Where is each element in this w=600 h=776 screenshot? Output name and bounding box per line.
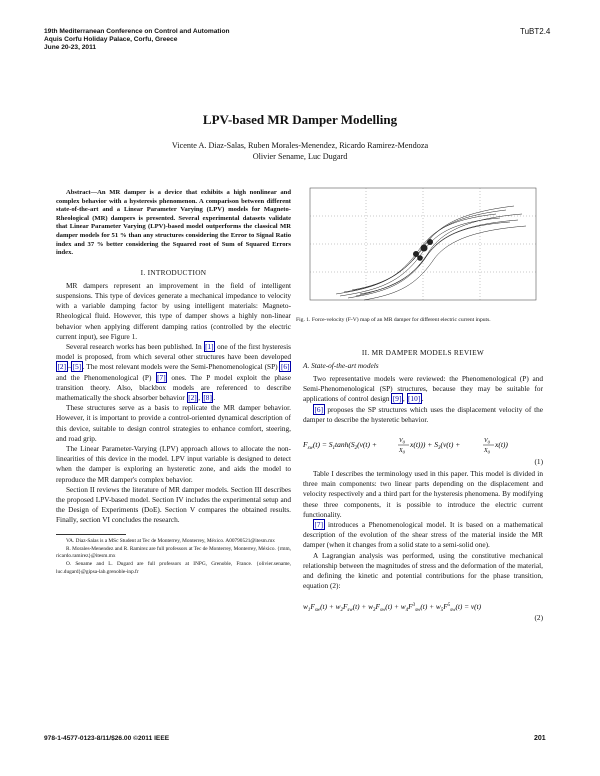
section-2-paragraph-3: Table I describes the terminology used in this paper. This model is divided in three main components: two linear parts depending on the displacement and velocity respectively and a third part for the hysteresis phenomena. By modifying these three components, it is possible to introduce the electric current functionality.: [303, 469, 543, 519]
footnote-1: VA. Diaz-Salas is a MSc Student at Tec de Monterrey, Monterrey, México. A00790521@itesm.mx: [66, 538, 275, 545]
isbn-line: 978-1-4577-0123-8/11/$26.00 ©2011 IEEE: [44, 735, 170, 742]
footnotes: [56, 538, 291, 576]
svg-text:x(t)): x(t)): [495, 440, 508, 450]
equation-1-number: (1): [534, 457, 543, 467]
intro-paragraph-4: The Linear Parameter-Varying (LPV) approach allows to allocate the non-linearities of this device in the model. LPV input variable is designed to detect when the damper is exploring an hysteretic zone, and aids the model to reproduce the MR damper's complex behavior.: [56, 444, 291, 484]
intro-paragraph-5: Section II reviews the literature of MR damper models. Section III describes the proposed LPV-based model. Section IV includes the experimental setup and the Design of Experiments (DoE). Section V compares the obtained results. Finally, section VI concludes the research.: [56, 484, 291, 525]
conference-venue: Aquis Corfu Holiday Palace, Corfu, Greece: [44, 36, 178, 43]
svg-text:Fsw(t) = S1tanh(S2(v(t) +: $F_{sw}(t) = S_1\tanh(S_2(v(t)$ +: [303, 440, 377, 452]
section-2-paragraph-1: Two representative models were reviewed: the Phenomenological (P) and Semi-Phenomenological (SP) structures, because they may be suitable for applications of control design [9] , [10] .: [303, 374, 543, 404]
svg-text:w1Fsw(t) + w2Fsw(t) + w3Fsw(t): $w_1F_{sw}(t) + w_2F_{sw}(t) + w_3F_{sw}(t) + w_4F^3_{sw}(t) + w_5F^5_{sw}(t) = v(t)$: [303, 602, 482, 614]
figure-1: [296, 184, 542, 323]
intro-paragraph-2: Several research works has been published. In [1] one of the first hysteresis model is proposed, from which several other structures have been developed [2] – [5] . The most relevant models were the Semi-Phenomenological (SP) [6] and the Phenomenological (P) [7] ones. The P model exploit the phase transition theory. Also, blackbox models are referenced to describe mathematically the shock absorber behavior [2] , [8] .: [56, 341, 291, 402]
intro-paragraph-1: MR dampers represent an improvement in the field of intelligent suspensions. This type of devices generate a mechanical impedance to velocity with a variable damping factor by using intelligent materials: Magneto-Rheological fluid. However, this type of damper shows a highly non-linear behavior when applying different damping ratios (controlled by the electric current input), see Figure 1.: [56, 280, 291, 341]
svg-text:X0: $X_0$: [484, 448, 490, 455]
footnote-2: R. Morales-Menendez and R. Ramirez are full professors at Tec de Monterrey, Monterrey, México. {rmm, ricardo.ramirez}@itesm.mx: [56, 545, 291, 560]
citation-link[interactable]: [7]: [157, 372, 166, 382]
abstract-text: Abstract—An MR damper is a device that exhibits a high nonlinear and complex behavior with a hysteresis phenomenon. A comparison between different state-of-the-art and a Linear Parameter Varying (LPV) models for Magneto-Rheological (MR) dampers is presented. Several experimental datasets validate that Linear Parameter Varying (LPV)-based model outperforms the classical MR damper models for 51 % than any structures considering the Error to Signal Ratio index and 37 % better considering the Squared root of Sum of Squared Errors index.: [56, 189, 291, 257]
left-column: [56, 189, 291, 576]
conference-header: [44, 28, 230, 52]
equation-2: [303, 599, 543, 623]
citation-link[interactable]: [1]: [205, 341, 214, 351]
section-2-heading: II. MR DAMPER MODELS REVIEW: [361, 348, 485, 357]
svg-text:V0: $V_0$: [399, 438, 405, 445]
section-1-heading: I. INTRODUCTION: [140, 267, 207, 277]
authors: [0, 140, 600, 162]
citation-link[interactable]: [7]: [314, 520, 324, 530]
citation-link[interactable]: [8]: [203, 392, 212, 402]
figure-1-caption: Fig. 1. Force-velocity (F-V) map of an MR damper for different electric current inputs.: [296, 317, 491, 323]
right-column: [303, 348, 543, 623]
section-2-paragraph-5: A Lagrangian analysis was performed, using the constitutive mechanical relationship between the magnitudes of stress and the deformation of the material, and defining the kinetic and potential contributions for the phase transition, equation (2):: [303, 550, 543, 591]
page-number: 201: [534, 735, 546, 742]
conference-dates: June 20-23, 2011: [44, 44, 97, 51]
introduction-body: [56, 281, 291, 526]
abstract: [56, 189, 291, 258]
citation-link[interactable]: [6]: [314, 404, 324, 414]
intro-paragraph-3: These structures serve as a basis to replicate the MR damper behavior. However, it is important to provide a control-oriented dynamical description of this device, suitable to design control strategies to enhance comfort, steering, and road grip.: [56, 403, 291, 443]
force-velocity-plot: [296, 184, 542, 312]
citation-link[interactable]: [6]: [280, 362, 290, 372]
equation-2-formula: [303, 599, 543, 615]
citation-link[interactable]: [10]: [408, 394, 421, 404]
citation-link[interactable]: [9]: [392, 394, 402, 404]
svg-text:X0: $X_0$: [399, 448, 405, 455]
svg-text:x(t))) + S3(v(t) +: $x(t))) + S_3(v(t)$ +: [410, 440, 461, 452]
equation-2-number: (2): [534, 613, 543, 623]
section-2-body: [303, 374, 543, 623]
equation-1-formula: [303, 431, 543, 467]
equation-1: [303, 431, 543, 467]
session-id: TuBT2.4: [520, 27, 551, 36]
paper-title: LPV-based MR Damper Modelling: [202, 112, 398, 127]
authors-line-2: Olivier Sename, Luc Dugard: [252, 152, 348, 161]
footnote-rule: [56, 534, 126, 535]
section-2a-heading: A. State-of-the-art models: [303, 361, 379, 370]
section-2-paragraph-4: [7] introduces a Phenomenological model. It is based on a mathematical description of the evolution of the shear stress of the material inside the MR damper (when it changes from a solid state to a semi-solid one).: [303, 520, 544, 550]
conference-name: 19th Mediterranean Conference on Control and Automation: [44, 28, 230, 35]
citation-link[interactable]: [2]: [188, 392, 197, 402]
citation-link[interactable]: [5]: [72, 362, 82, 372]
svg-text:V0: $V_0$: [484, 438, 490, 445]
section-2-paragraph-2: [6] proposes the SP structures which uses the displacement velocity of the damper to describe the hysteretic behavior.: [303, 404, 543, 424]
footnote-3: O. Sename and L. Dugard are full professors at INPG, Grenoble, France. {olivier.sename, luc.dugard}@gipsa-lab.grenoble-inp.fr: [56, 561, 291, 575]
citation-link[interactable]: [2]: [57, 362, 67, 372]
authors-line-1: Vicente A. Diaz-Salas, Ruben Morales-Menendez, Ricardo Ramirez-Mendoza: [171, 141, 429, 150]
